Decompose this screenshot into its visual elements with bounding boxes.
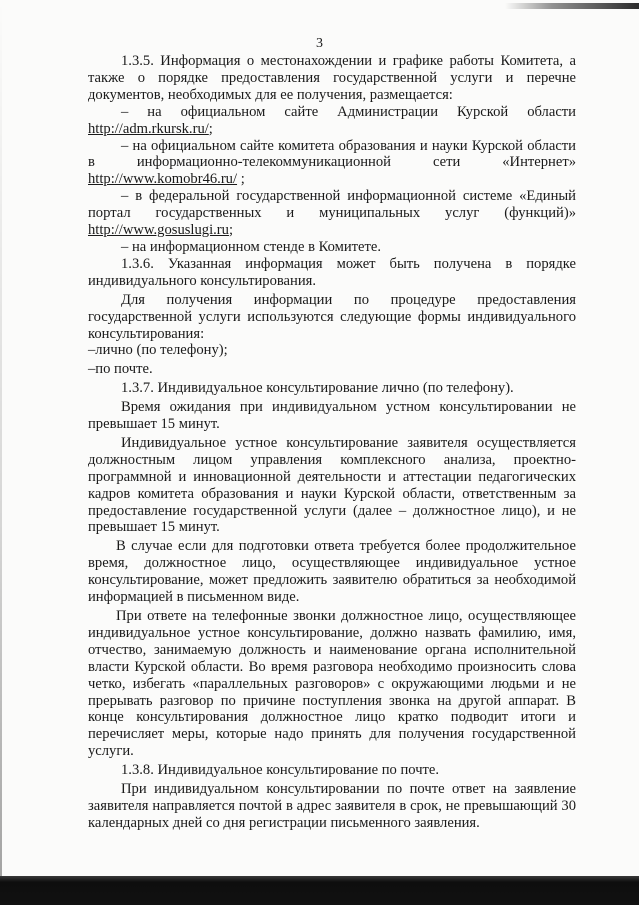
list-item-text: – на официальном сайте Администрации Курской области <box>121 103 576 120</box>
list-item-punct: ; <box>208 120 213 137</box>
list-item-info-stand: – на информационном стенде в Комитете. <box>121 238 382 255</box>
paragraph-1-3-6: 1.3.6. Указанная информация может быть получена в порядке индивидуального консультирования. <box>88 255 576 289</box>
scan-edge-top <box>505 3 639 9</box>
paragraph-forms: Для получения информации по процедуре предоставления государственной услуги используются следующие формы индивидуального консультирования: <box>88 291 576 342</box>
list-item-regional-site <box>88 104 576 138</box>
scan-edge-left <box>0 0 2 876</box>
paragraph-phone-calls: При ответе на телефонные звонки должностное лицо, осуществляющее индивидуальное устное консультирование, должно назвать фамилию, имя, отчество, занимаемую должность и наименование органа исполнительной власти Курской области. Во время разговора необходимо произносить слова четко, избегать «параллельных разговоров» с окружающими людьми и не прерывать разговор по причине поступления звонка на другой аппарат. В конце консультирования должностное лицо кратко подводит итоги и перечисляет меры, которые надо принять для получения государственной услуги. <box>88 608 576 760</box>
paragraph-longer-time: В случае если для подготовки ответа требуется более продолжительное время, должностное лицо, осуществляющее индивидуальное устное консультирование, может предложить заявителю обратиться за необходимой информацией в письменном виде. <box>88 538 576 606</box>
scan-edge-bottom <box>0 876 639 905</box>
list-item-committee-site <box>88 138 576 189</box>
link-komobr46[interactable]: http://www.komobr46.ru/ <box>88 171 238 188</box>
paragraph-mail-consulting: При индивидуальном консультировании по почте ответ на заявление заявителя направляется почтой в адрес заявителя в срок, не превышающий 30 календарных дней со дня регистрации письменного заявления. <box>88 781 576 831</box>
page-number: 3 <box>316 36 323 51</box>
list-item-punct: ; <box>228 222 234 239</box>
link-gosuslugi[interactable]: http://www.gosuslugi.ru <box>88 222 229 239</box>
paragraph-1-3-5: 1.3.5. Информация о местонахождении и графике работы Комитета, а также о порядке предоставления государственной услуги и перечне документов, необходимых для ее получения, размещается: <box>88 53 576 103</box>
paragraph-1-3-8: 1.3.8. Индивидуальное консультирование по почте. <box>121 762 440 779</box>
list-item-gosuslugi <box>88 188 576 239</box>
list-item-text: – в федеральной государственной информационной системе «Единый портал государственных и муниципальных услуг (функций)» <box>88 188 576 222</box>
form-item-mail: –по почте. <box>88 361 153 378</box>
paragraph-1-3-7: 1.3.7. Индивидуальное консультирование лично (по телефону). <box>121 380 514 397</box>
document-body <box>88 53 576 832</box>
paragraph-oral-consulting: Индивидуальное устное консультирование заявителя осуществляется должностным лицом управления комплексного анализа, проектно-программной и инновационной деятельности и аттестации педагогических кадров комитета образования и науки Курской области, ответственным за предоставление государственной услуги (далее – должностное лицо), и не превышает 15 минут. <box>88 434 576 536</box>
form-item-phone: –лично (по телефону); <box>88 342 228 359</box>
list-item-text: – на официальном сайте комитета образования и науки Курской области в информационно-телекоммуникационной сети «Интернет» <box>88 137 576 171</box>
list-item-punct: ; <box>237 171 245 188</box>
link-adm-rkursk[interactable]: http://adm.rkursk.ru/ <box>88 120 209 137</box>
paragraph-wait-time: Время ожидания при индивидуальном устном консультировании не превышает 15 минут. <box>88 399 576 433</box>
